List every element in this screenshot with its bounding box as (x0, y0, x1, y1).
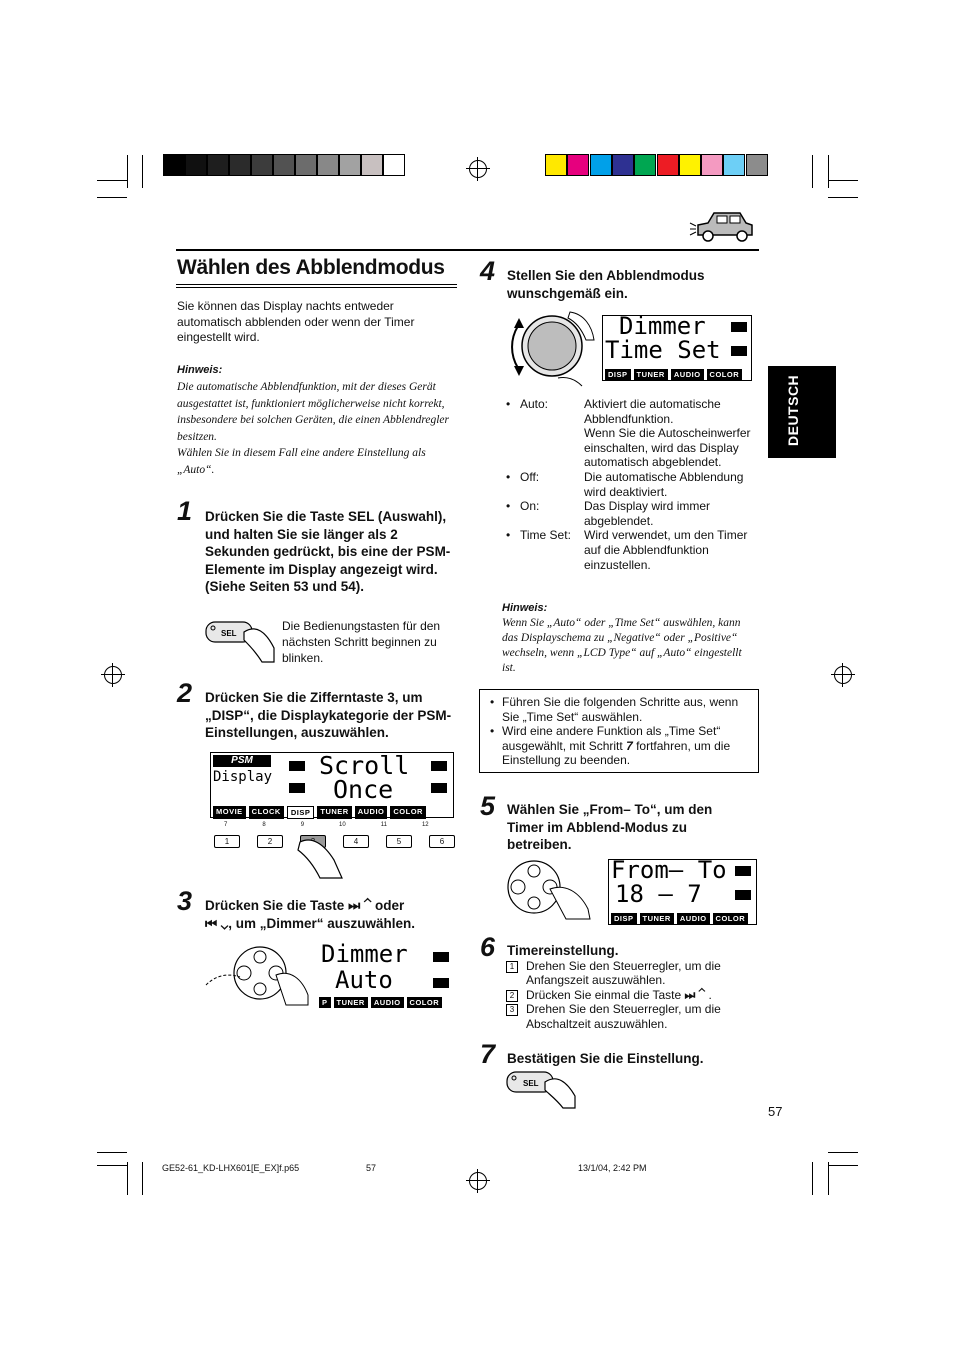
lcd-tab-bar (611, 913, 748, 924)
tab-audio: AUDIO (677, 913, 710, 924)
step6-title: Timereinstellung. (507, 943, 619, 958)
color-swatch (612, 154, 634, 176)
color-swatch (545, 154, 567, 176)
gray-swatch (339, 154, 361, 176)
lcd-line2: Once (333, 775, 394, 804)
registration-mark (834, 666, 852, 684)
option-off: • Off: Die automatische Abblendung wird deaktiviert. (506, 470, 764, 499)
step-ref: 7 (626, 738, 633, 753)
crop-mark (812, 1162, 813, 1195)
language-tab (768, 366, 836, 458)
crop-mark (812, 155, 813, 188)
car-icon (688, 205, 758, 247)
next-icon (731, 322, 747, 332)
tab-disp: DISP (287, 806, 315, 819)
color-swatch (567, 154, 589, 176)
crop-mark (828, 1165, 858, 1166)
key-num: 12 (421, 822, 429, 828)
crop-mark (828, 155, 829, 188)
top-rule (176, 249, 759, 251)
finger-icon (290, 836, 350, 880)
gray-swatch (317, 154, 339, 176)
tab-clock: CLOCK (249, 806, 284, 819)
lcd-line1: Scroll (319, 751, 410, 780)
tab-color: COLOR (407, 997, 443, 1008)
gray-swatch (383, 154, 405, 176)
step1-sub: Die Bedienungstasten für den nächsten Schritt beginnen zu blinken. (282, 619, 441, 665)
step6-item (506, 959, 758, 988)
tab-color: COLOR (390, 806, 426, 819)
crop-mark (828, 197, 858, 198)
color-swatch (723, 154, 745, 176)
crop-mark (828, 1152, 858, 1153)
color-swatch (679, 154, 701, 176)
gray-swatch (295, 154, 317, 176)
enter-icon (431, 783, 447, 793)
gray-swatch (361, 154, 383, 176)
crop-mark (828, 180, 858, 181)
next-icon (431, 761, 447, 771)
crop-mark (97, 197, 127, 198)
tab-tuner: TUNER (634, 369, 668, 380)
step-number: 7 (480, 1039, 496, 1069)
lcd-display-disp (210, 752, 454, 818)
step3-text-b: oder (371, 898, 405, 913)
lcd-line2: Time Set (605, 336, 721, 364)
substep-text: Drehen Sie den Steuerregler, um die Anfangszeit auszuwählen. (526, 959, 721, 988)
enter-icon (731, 346, 747, 356)
sel-label: SEL (221, 629, 237, 638)
footer-file: GE52-61_KD-LHX601[E_EX]f.p65 (162, 1163, 300, 1173)
lcd-line1: Dimmer (321, 940, 408, 968)
color-swatch (657, 154, 679, 176)
crop-mark (142, 155, 143, 188)
gray-swatch (229, 154, 251, 176)
tab-audio: AUDIO (371, 997, 404, 1008)
key-num: 7 (224, 822, 228, 828)
step-number: 3 (177, 886, 193, 916)
intro-text: Sie können das Display nachts entweder automatisch abblenden oder wenn der Timer eingestellt wird. (177, 299, 415, 344)
tab-audio: AUDIO (355, 806, 388, 819)
crop-mark (97, 180, 127, 181)
sel-button-illustration (204, 618, 276, 664)
tab-audio: AUDIO (671, 369, 704, 380)
info-text-b: fortfahren, um die Einstellung zu beenden. (502, 738, 731, 768)
gray-swatch (185, 154, 207, 176)
substep-text: Drücken Sie einmal die Taste ⏭ ⌃ . (526, 987, 712, 1002)
option-desc: Wird verwendet, um den Timer auf die Abblendfunktion einzustellen. (584, 528, 748, 572)
note-paragraph: Wählen Sie in diesem Fall eine andere Einstellung als „Auto“. (177, 447, 426, 476)
option-time-set: • Time Set: Wird verwendet, um den Timer auf die Abblendfunktion einzustellen. (506, 528, 764, 572)
key-secondary-numbers (224, 822, 429, 828)
next-track-icon: ⏭ ⌃ (684, 987, 706, 1002)
number-key-5: 5 (386, 835, 412, 848)
prev-icon (289, 761, 305, 771)
step6-item (506, 988, 758, 1002)
step2-text: Drücken Sie die Zifferntaste 3, um „DISP“, die Displaykategorie der PSM-Einstellungen, auszuwählen. (205, 690, 452, 740)
number-key-2: 2 (257, 835, 283, 848)
number-key-4: 4 (343, 835, 369, 848)
page-title: Wählen des Abblendmodus (177, 256, 445, 279)
psm-badge: PSM (213, 755, 271, 767)
title-rule (176, 284, 457, 285)
gray-swatch (273, 154, 295, 176)
control-pad-illustration (506, 859, 602, 921)
enter-icon (735, 890, 751, 900)
step5-text: Wählen Sie „From– To“, um den Timer im Abblend-Modus zu betreiben. (507, 802, 713, 852)
sel-button-illustration (505, 1070, 577, 1110)
gray-swatch (207, 154, 229, 176)
option-desc: Wenn Sie die Autoscheinwerfer einschalten, wird das Display automatisch abgeblendet. (584, 426, 751, 470)
registration-mark (469, 160, 487, 178)
color-swatch (590, 154, 612, 176)
info-item: • Wird eine andere Funktion als „Time Set“ ausgewählt, mit Schritt 7 fortfahren, um die Einstellung zu beenden. (490, 724, 752, 768)
lcd-tab-bar (319, 997, 442, 1008)
lcd-tab-bar (605, 369, 742, 380)
next-icon (735, 866, 751, 876)
substep-number: 3 (506, 1004, 518, 1016)
key-num: 11 (380, 822, 387, 828)
option-desc: Die automatische Abblendung wird deaktiviert. (584, 469, 744, 499)
lcd-display-dimmer-timeset (602, 312, 752, 381)
option-label: Off: (520, 469, 540, 484)
info-item-text (502, 724, 748, 768)
option-label: Time Set: (520, 528, 571, 543)
step-number: 6 (480, 932, 496, 962)
key-num: 8 (262, 822, 266, 828)
step7-text: Bestätigen Sie die Einstellung. (507, 1051, 704, 1066)
crop-mark (97, 1152, 127, 1153)
note-text: Wenn Sie „Auto“ oder „Time Set“ auswählen, kann das Displayschema zu „Negative“ oder „Positive“ wechseln, wenn „LCD Type“ auf „Auto“ eingestellt ist. (502, 617, 742, 674)
gray-swatch (251, 154, 273, 176)
control-pad-illustration (204, 945, 316, 1007)
crop-mark (142, 1162, 143, 1195)
color-swatch (746, 154, 768, 176)
step-number: 1 (177, 496, 193, 526)
step-number: 4 (480, 256, 496, 286)
substep-text-a: Drücken Sie einmal die Taste (526, 987, 682, 1002)
option-on: • On: Das Display wird immer abgeblendet. (506, 499, 764, 528)
info-box (479, 689, 759, 773)
tab-color: COLOR (713, 913, 749, 924)
note-label: Hinweis: (502, 602, 548, 614)
lcd-line1: Dimmer (619, 312, 706, 340)
lcd-left-label: Display (213, 769, 273, 785)
lcd-line1: From– To (611, 856, 727, 884)
note-paragraph: Die automatische Abblendfunktion, mit der dieses Gerät ausgestattet ist, funktioniert möglicherweise nicht korrekt, insbesondere bei solchen Geräten, die einen Abblendregler besitzen. (177, 381, 449, 443)
note-label: Hinweis: (177, 364, 223, 376)
option-desc: Das Display wird immer abgeblendet. (584, 499, 711, 528)
registration-mark (469, 1172, 487, 1190)
tab-tuner: TUNER (640, 913, 674, 924)
step4-text: Stellen Sie den Abblendmodus wunschgemäß ein. (507, 268, 705, 301)
lcd-display-from-to (608, 856, 757, 925)
step3-text (205, 897, 460, 932)
lcd-display-dimmer-auto (319, 940, 455, 1008)
number-key-6: 6 (429, 835, 455, 848)
substep-number: 1 (506, 961, 518, 973)
title-rule (176, 287, 457, 288)
option-desc: Aktiviert die automatische Abblendfunktion. (584, 397, 721, 426)
step1-text: Drücken Sie die Taste SEL (Auswahl), und halten Sie sie länger als 2 Sekunden gedrückt, bis eine der PSM-Elemente im Display angezeigt wird. (Siehe Seiten 53 und 54). (205, 509, 451, 594)
step-number: 2 (177, 678, 193, 708)
crop-mark (97, 1165, 127, 1166)
option-label: On: (520, 499, 540, 514)
info-box-content (490, 695, 752, 768)
next-track-icon: ⏭ ⌃ (348, 898, 372, 913)
next-icon (433, 952, 449, 962)
tab-disp: DISP (605, 369, 631, 380)
tab-tuner: TUNER (334, 997, 368, 1008)
footer-date: 13/1/04, 2:42 PM (578, 1163, 647, 1173)
note-text (177, 379, 459, 478)
info-item-text: Führen Sie die folgenden Schritte aus, wenn Sie „Time Set“ auswählen. (502, 695, 739, 724)
footer-page: 57 (366, 1163, 377, 1173)
tab-color: COLOR (707, 369, 743, 380)
language-label: DEUTSCH (785, 374, 801, 446)
enter-icon (433, 978, 449, 988)
minus-icon (289, 783, 305, 793)
sel-label: SEL (523, 1079, 539, 1088)
substep-text: Drehen Sie den Steuerregler, um die Abschaltzeit auszuwählen. (526, 1002, 721, 1031)
gray-swatch (163, 154, 185, 176)
color-swatch (634, 154, 656, 176)
key-num: 10 (339, 822, 346, 828)
lcd-tab-bar (213, 806, 426, 819)
tab-tuner: TUNER (317, 806, 351, 819)
number-key-1: 1 (214, 835, 240, 848)
tab-p: P (319, 997, 331, 1008)
step3-text-c: , um „Dimmer“ auszuwählen. (228, 915, 415, 931)
step3-text-a: Drücken Sie die Taste (205, 898, 349, 913)
key-num: 9 (300, 822, 305, 828)
step6-list (506, 959, 758, 1031)
lcd-line2: Auto (335, 966, 393, 994)
crop-mark (127, 1162, 128, 1195)
substep-number: 2 (506, 990, 518, 1002)
options-list (506, 397, 764, 572)
page-number: 57 (768, 1104, 783, 1119)
option-auto: • Auto: Aktiviert die automatische Abblendfunktion. Wenn Sie die Autoscheinwerfer einschalten, wird das Display automatisch abgeblendet. (506, 397, 764, 470)
info-text-a: Wird eine andere Funktion als „Time Set“ ausgewählt, mit Schritt (502, 724, 721, 753)
registration-mark (104, 666, 122, 684)
tab-movie: MOVIE (213, 806, 246, 819)
step-number: 5 (480, 791, 496, 821)
lcd-line2: 18 – 7 (615, 880, 702, 908)
tab-disp: DISP (611, 913, 637, 924)
color-swatch (701, 154, 723, 176)
crop-mark (828, 1162, 829, 1195)
option-label: Auto: (520, 397, 549, 411)
info-item: • Führen Sie die folgenden Schritte aus, wenn Sie „Time Set“ auswählen. (490, 695, 752, 724)
crop-mark (127, 155, 128, 188)
control-dial-illustration (506, 306, 598, 388)
prev-track-icon: ⏮ ⌄ (205, 915, 229, 931)
step6-item (506, 1002, 758, 1031)
